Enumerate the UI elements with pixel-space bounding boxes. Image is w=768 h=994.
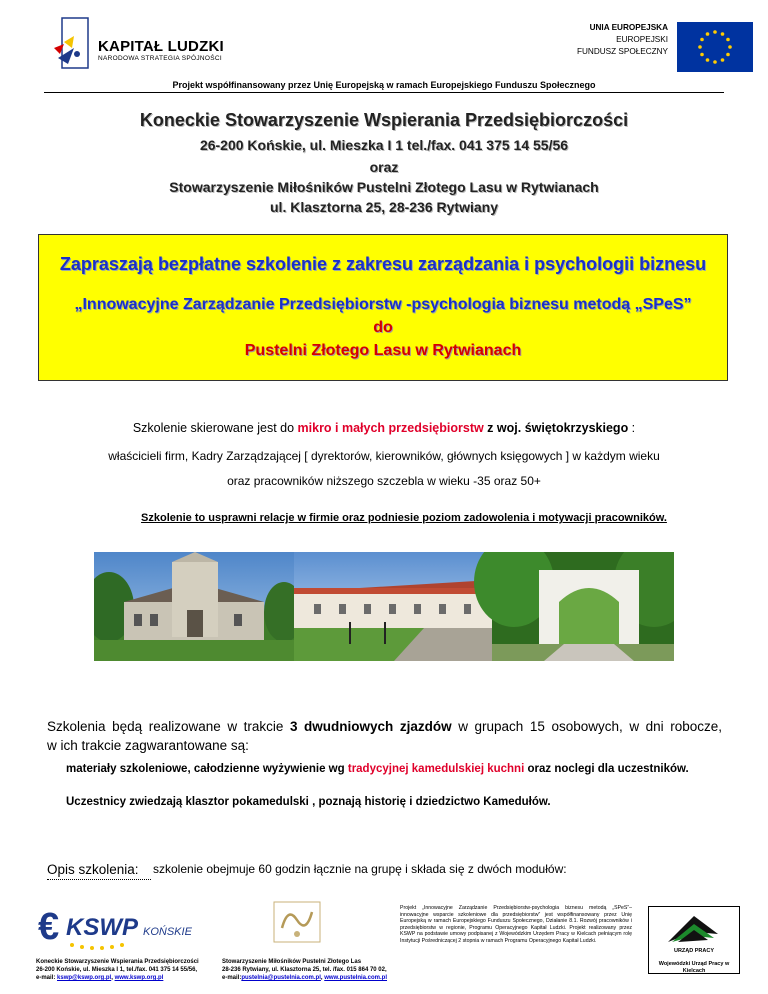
svg-text:€: € [38,906,60,948]
kswp-email-link[interactable]: kswp@kswp.org.pl [57,975,112,981]
photo-gate [474,552,674,661]
course-place: Pustelni Złotego Lasu w Rytwianach [244,342,522,359]
organizer-1-name: Koneckie Stowarzyszenie Wspierania Przedsiębiorczości [139,110,629,130]
urzad-pracy-logo-icon [664,912,722,944]
kapital-ludzki-subtitle: NARODOWA STRATEGIA SPÓJNOŚCI [98,55,222,62]
target-audience-age: oraz pracowników niższego szczebla w wieku -35 oraz 50+ [227,474,541,488]
spes-email-link[interactable]: pustelnia@pustelnia.com.pl [241,975,321,981]
eu-star-icon [721,58,725,62]
sessions-materials [66,763,689,775]
photo-courtyard [294,552,492,661]
target-audience-line [0,421,768,435]
wup-name: Wojewódzki Urząd Pracy w Kielcach [658,961,730,974]
eu-star-icon [698,45,702,49]
spes-logo [270,898,324,946]
sessions-guarantee: w ich trakcie zagwarantowane są: [47,738,249,753]
materials-post: oraz noclegi dla uczestników. [524,763,689,775]
kswp-name: Koneckie Stowarzyszenie Wspierania Przedsiębiorczości [36,959,199,965]
materials-pre: materiały szkoleniowe, całodzienne wyżywienie wg [66,763,348,775]
kswp-links: e-mail: kswp@kswp.org.pl, www.kswp.org.pl [36,975,164,981]
eu-star-icon [706,58,710,62]
cofinancing-note: Projekt współfinansowany przez Unię Europejską w ramach Europejskiego Funduszu Społecznego [172,80,596,90]
wup-label: URZĄD PRACY [673,948,715,954]
target-region-prefix: z woj. [483,421,525,435]
eu-text-line2: EUROPEJSKI [616,35,668,44]
eu-star-icon [700,53,704,57]
monastery-photos [94,552,674,661]
spes-www-link[interactable]: www.pustelnia.com.pl [324,975,388,981]
organizers-and: oraz [369,159,399,175]
eu-star-icon [713,30,717,34]
eu-flag-icon [677,22,753,72]
sessions-pre: Szkolenia będą realizowane w trakcie [47,719,290,734]
description-underline [47,879,151,880]
kswp-logo [36,903,216,951]
course-title: „Innowacyjne Zarządzanie Przedsiębiorstw -psychologia biznesu metodą „SPeS” [74,296,692,313]
eu-star-icon [721,32,725,36]
description-text: szkolenie obejmuje 60 godzin łącznie na grupę i składa się z dwóch modułów: [153,862,567,876]
kapital-ludzki-title: KAPITAŁ LUDZKI [98,38,224,55]
eu-star-icon [726,53,730,57]
spes-contact [222,958,387,982]
spes-links: e-mail:pustelnia@pustelnia.com.pl, www.pustelnia.com.pl [222,975,388,981]
materials-cuisine: tradycyjnej kamedulskiej kuchni [347,763,525,775]
kswp-email-label: e-mail: [36,975,58,981]
header-divider [44,92,724,93]
organizer-1-address: 26-200 Końskie, ul. Mieszka I 1 tel./fax. 041 375 14 55/56 [199,137,569,153]
course-to: do [373,319,393,336]
organizer-2-name: Stowarzyszenie Miłośników Pustelni Złotego Lasu w Rytwianach [169,179,599,195]
organizer-2-address: ul. Klasztorna 25, 28-236 Rytwiany [270,199,498,215]
target-highlight: mikro i małych przedsiębiorstw [297,421,484,435]
eu-star-icon [706,32,710,36]
kswp-logo-city: KOŃSKIE [143,926,192,938]
spes-name: Stowarzyszenie Miłośników Pustelni Złotego Las [222,959,362,965]
kswp-address: 26-200 Końskie, ul. Mieszka I 1, tel./fax. 041 375 14 55/56, [36,967,198,973]
eu-text-line1: UNIA EUROPEJSKA [589,23,668,32]
invitation-line: Zapraszają bezpłatne szkolenie z zakresu zarządzania i psychologii biznesu [59,254,707,274]
sessions-line [47,719,722,734]
eu-star-icon [713,60,717,64]
sessions-count: 3 dwudniowych zjazdów [289,719,452,734]
description-label: Opis szkolenia: [47,862,139,877]
target-audience-roles: właścicieli firm, Kadry Zarządzającej [ dyrektorów, kierowników, głównych księgowych ] w każdym wieku [108,449,660,463]
eu-star-icon [728,45,732,49]
target-region: świętokrzyskiego [524,421,629,435]
spes-email-label: e-mail: [222,975,242,981]
eu-text-line3: FUNDUSZ SPOŁECZNY [577,47,668,56]
target-colon: : [628,421,636,435]
sessions-post: w grupach 15 osobowych, w dni robocze, [451,719,723,734]
project-info: Projekt „Innowacyjne Zarządzanie Przedsiębiorstw-psychologia biznesu metodą „SPeS”– innowacyjne wsparcie szkoleniowe dla przedsiębiorstw” jest współfinansowany przez Unię Europejską w ramach Europejskiego Funduszu Społecznego, Działanie 8.1. Rozwój pracowników i przedsiębiorstw w regionie, Programu Operacyjnego Kapitał Ludzki. Projekt realizowany przez KSWP na podstawie umowy podpisanej z Wojewódzkim Urzędem Pracy w Kielcach pełniącym rolę Instytucji Pośredniczącej 2 stopnia w ramach Programu Operacyjnego Kapitał Ludzki. [400,905,632,944]
kswp-logo-text: KSWP [66,914,138,941]
kswp-www-link[interactable]: www.kswp.org.pl [114,975,164,981]
training-benefit: Szkolenie to usprawni relacje w firmie oraz podniesie poziom zadowolenia i motywacji pracowników. [141,512,667,524]
spes-address: 28-236 Rytwiany, ul. Klasztorna 25, tel. /fax. 015 864 70 02, [222,967,387,973]
eu-star-icon [726,38,730,42]
target-intro: Szkolenie skierowane jest do [132,421,298,435]
sessions-visit: Uczestnicy zwiedzają klasztor pokamedulski , poznają historię i dziedzictwo Kamedułów. [66,796,551,808]
photo-church [94,552,304,661]
eu-star-icon [700,38,704,42]
eu-logo-text [577,22,668,58]
kswp-contact [36,958,199,982]
